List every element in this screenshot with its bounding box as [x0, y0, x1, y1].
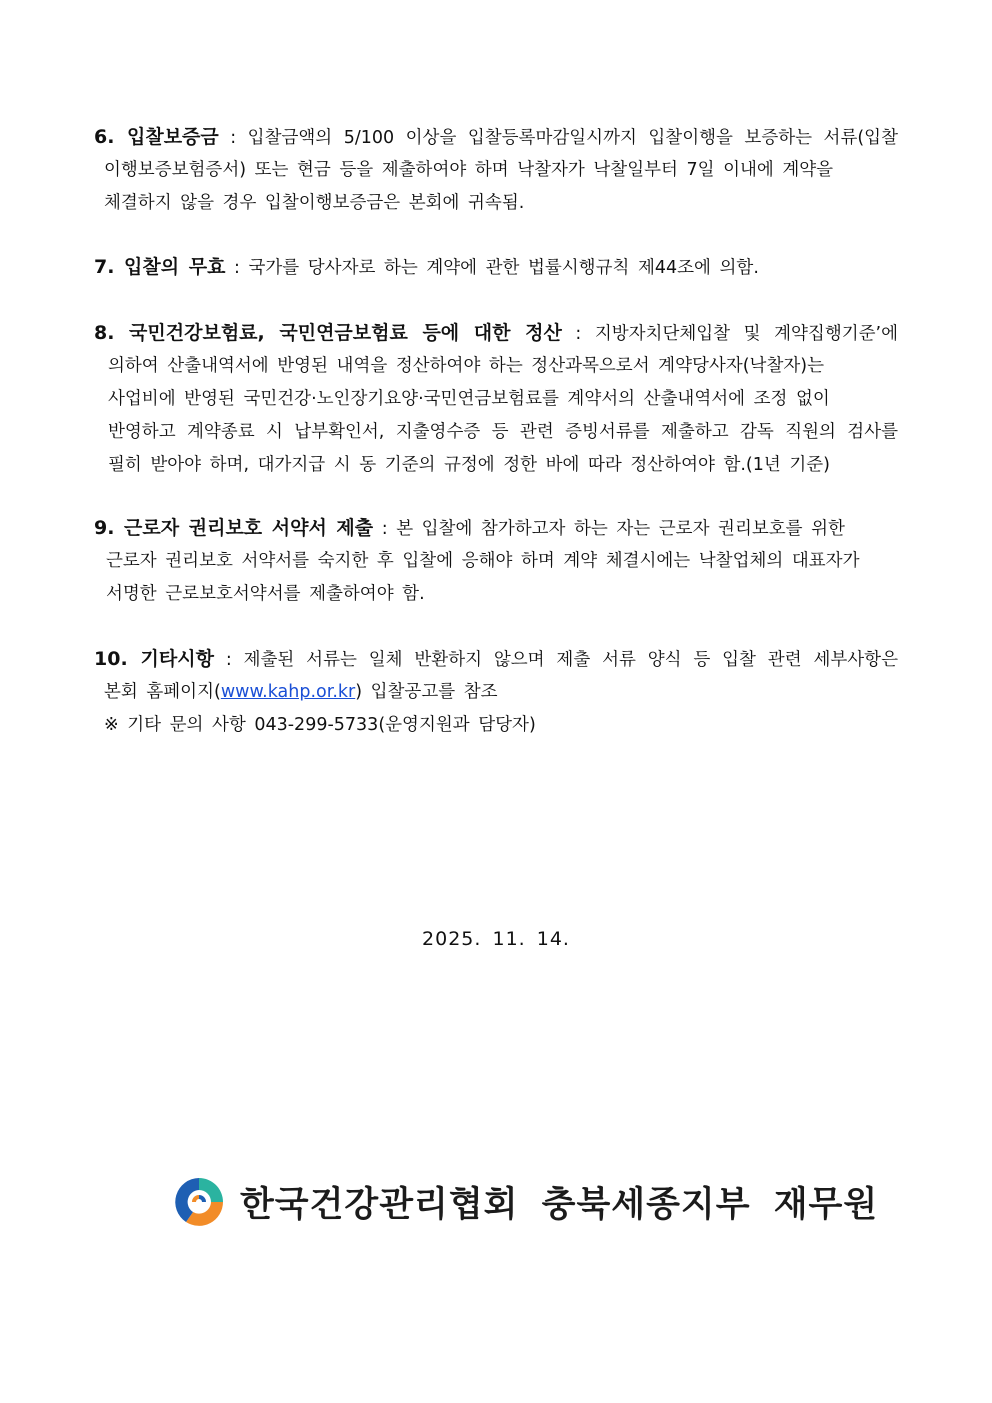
section-line: 이행보증보험증서) 또는 현금 등을 제출하여야 하며 낙찰자가 낙찰일부터 7일 이내에 계약을 [104, 160, 834, 180]
heading-colon: : [218, 128, 248, 148]
section-line [94, 512, 898, 544]
section-heading: 7. 입찰의 무효 [94, 256, 226, 278]
section-heading: 10. 기타시항 [94, 648, 214, 670]
section-line [94, 121, 898, 153]
heading-colon: : [225, 258, 249, 278]
section-line: 반영하고 계약종료 시 납부확인서, 지출영수증 등 관련 증빙서류를 제출하고 감독 직원의 검사를 [108, 422, 898, 442]
section-text: 본 입찰에 참가하고자 하는 자는 근로자 권리보호를 위한 [396, 519, 845, 539]
section-heading: 8. 국민건강보험료, 국민연금보험료 등에 대한 정산 [94, 322, 562, 344]
footer-signature [174, 1174, 878, 1230]
section-heading: 6. 입찰보증금 [94, 126, 219, 148]
section-line [94, 643, 898, 675]
section-line: 필히 받아야 하며, 대가지급 시 동 기준의 규정에 정한 바에 따라 정산하여야 함.(1년 기준) [108, 455, 830, 475]
kahp-logo-icon [174, 1177, 224, 1227]
document-date: 2025. 11. 14. [422, 928, 570, 950]
section-line [94, 251, 898, 283]
section-line: 체결하지 않을 경우 입찰이행보증금은 본회에 귀속됨. [104, 193, 525, 213]
section-text: 제출된 서류는 일체 반환하지 않으며 제출 서류 양식 등 입찰 관련 세부사항은 [243, 650, 898, 670]
homepage-suffix: ) 입찰공고를 참조 [355, 682, 498, 702]
heading-colon: : [213, 650, 244, 670]
section-line [104, 676, 704, 708]
section-heading: 9. 근로자 권리보호 서약서 제출 [94, 517, 374, 539]
section-line: 사업비에 반영된 국민건강·노인장기요양·국민연금보험료를 계약서의 산출내역서에 조정 없이 [108, 389, 830, 409]
section-line: 의하여 산출내역서에 반영된 내역을 정산하여야 하는 정산과목으로서 계약당사자(낙찰자)는 [108, 356, 824, 376]
section-text: 국가를 당사자로 하는 계약에 관한 법률시행규칙 제44조에 의함. [248, 258, 759, 278]
homepage-link[interactable]: www.kahp.or.kr [220, 682, 356, 702]
section-line: 서명한 근로보호서약서를 제출하여야 함. [106, 584, 425, 604]
section-line [94, 317, 898, 349]
homepage-prefix: 본회 홈페이지( [104, 682, 221, 702]
heading-colon: : [561, 324, 595, 344]
contact-note: ※ 기타 문의 사항 043-299-5733(운영지원과 담당자) [104, 715, 536, 735]
section-text: 지방자치단체입찰 및 계약집행기준’에 [594, 324, 899, 344]
organization-name: 한국건강관리협회 충북세종지부 재무원 [240, 1185, 879, 1225]
heading-colon: : [373, 519, 397, 539]
section-text: 입찰금액의 5/100 이상을 입찰등록마감일시까지 입찰이행을 보증하는 서류(입찰 [247, 128, 898, 148]
section-line: 근로자 권리보호 서약서를 숙지한 후 입찰에 응해야 하며 계약 체결시에는 낙찰업체의 대표자가 [106, 551, 860, 571]
